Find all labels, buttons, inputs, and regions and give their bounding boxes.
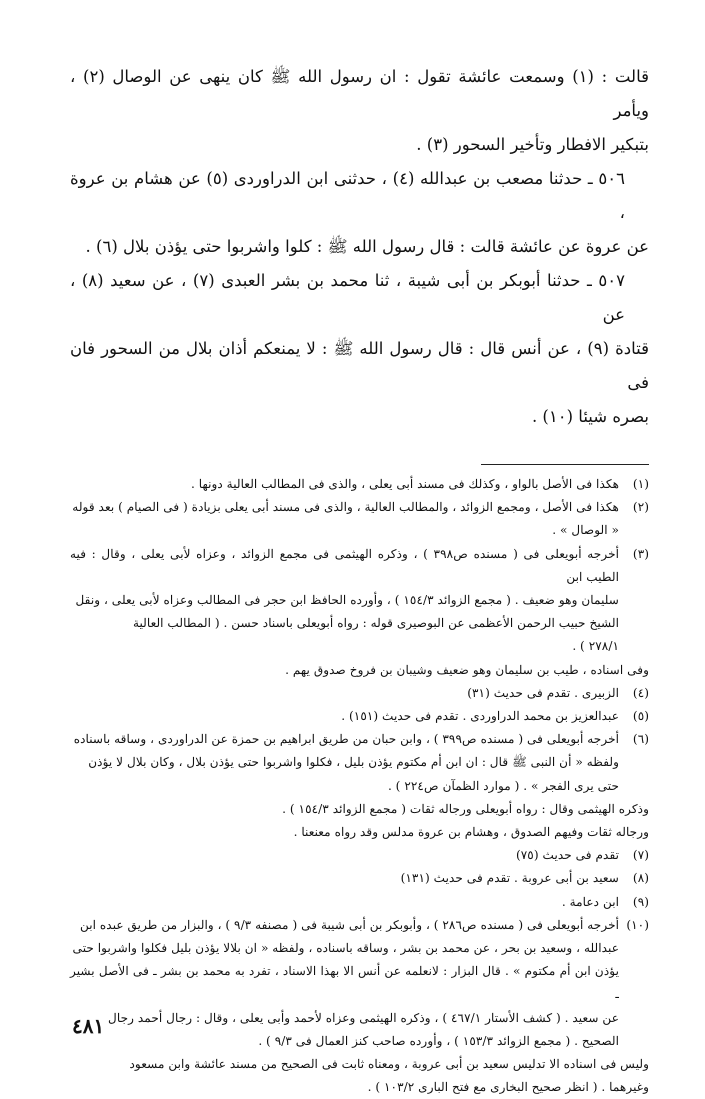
main-text xyxy=(70,60,649,434)
footnote-continuation: وذكره الهيثمى وقال : رواه أبويعلى ورجاله ثقات ( مجمع الزوائد ١٥٤/٣ ) . xyxy=(282,801,649,816)
footnote-line: عبدالعزيز بن محمد الدراوردى . تقدم فى حديث (١٥١) . xyxy=(341,709,619,724)
main-line: قالت : (١) وسمعت عائشة تقول : ان رسول الله ﷺ كان ينهى عن الوصال (٢) ، ويأمر xyxy=(70,67,649,120)
footnote xyxy=(70,914,649,1053)
main-line: ٥٠٦ ـ حدثنا مصعب بن عبدالله (٤) ، حدثنى ابن الدراوردى (٥) عن هشام بن عروة ، xyxy=(70,169,625,222)
footnote xyxy=(70,543,649,659)
page xyxy=(70,60,649,1098)
footnote-line: ٢٧٨/١ ) . xyxy=(572,639,619,654)
main-line: بتبكير الافطار وتأخير السحور (٣) . xyxy=(416,135,649,154)
footnote xyxy=(70,867,649,890)
footnote-line: سليمان وهو ضعيف . ( مجمع الزوائد ١٥٤/٣ ) ، وأورده الحافظ ابن حجر فى المطالب وعزاه لأبى يعلى ، ونقل xyxy=(75,593,619,608)
footnotes xyxy=(70,473,649,1099)
footnote-line: عن سعيد . ( كشف الأستار ٤٦٧/١ ) ، وذكره الهيثمى وعزاه لأحمد وأبى يعلى ، وقال : رجال أحمد رجال xyxy=(108,1010,619,1025)
footnote-number: (٨) xyxy=(632,871,649,886)
footnote-continuation: وفى اسناده ، طيب بن سليمان وهو ضعيف وشيبان بن فروخ صدوق يهم . xyxy=(285,662,649,677)
footnote-number: (٣) xyxy=(632,546,649,561)
footnote-number: (١٠) xyxy=(626,917,649,932)
main-line: بصره شيئا (١٠) . xyxy=(531,407,649,426)
main-line: عن عروة عن عائشة قالت : قال رسول الله ﷺ : كلوا واشربوا حتى يؤذن بلال (٦) . xyxy=(85,237,649,256)
footnote-line: أخرجه أبويعلى فى ( مسنده ص٣٩٨ ) ، وذكره الهيثمى فى مجمع الزوائد ، وعزاه لأبى يعلى ، وقال : فيه الطيب ابن xyxy=(70,546,619,584)
footnote-number: (١) xyxy=(632,477,649,491)
footnote-line: أخرجه أبويعلى فى ( مسنده ص٢٨٦ ) ، وأبوبكر بن أبى شيبة فى ( مصنفه ٩/٣ ) ، والبزار من طريق عبده ابن xyxy=(79,917,619,932)
footnote-line: هكذا فى الأصل ، ومجمع الزوائد ، والمطالب العالية ، والذى فى مسند أبى يعلى بزيادة ( فى الصيام ) بعد قوله xyxy=(72,500,619,515)
footnote-line: ابن دعامة . xyxy=(561,894,619,909)
footnote-continuation: وغيرهما . ( انظر صحيح البخارى مع فتح البارى ١٠٣/٢ ) . xyxy=(367,1080,649,1095)
footnote-separator xyxy=(481,464,649,465)
main-line: قتادة (٩) ، عن أنس قال : قال رسول الله ﷺ : لا يمنعكم أذان بلال من السحور فان فى xyxy=(70,339,649,392)
footnote-continuation: ورجاله ثقات وفيهم الصدوق ، وهشام بن عروة مدلس وقد رواه معنعنا . xyxy=(293,825,649,840)
footnote xyxy=(70,496,649,542)
footnote-line: « الوصال » . xyxy=(552,523,619,538)
footnote-line: ولفظه « أن النبى ﷺ قال : ان ابن أم مكتوم يؤذن بليل ، فكلوا واشربوا حتى يؤذن بلال ، وكان بلال لا يؤذن xyxy=(88,755,619,770)
main-line: ٥٠٧ ـ حدثنا أبوبكر بن أبى شيبة ، ثنا محمد بن بشر العبدى (٧) ، عن سعيد (٨) ، عن xyxy=(70,271,625,324)
footnote xyxy=(70,473,649,496)
footnote-number: (٤) xyxy=(632,685,649,700)
footnote xyxy=(70,891,649,914)
footnote-number: (٦) xyxy=(632,732,649,747)
footnote-number: (٥) xyxy=(632,709,649,724)
footnote-line: الشيخ حبيب الرحمن الأعظمى عن البوصيرى قوله : رواه أبويعلى باسناد حسن . ( المطالب العالية xyxy=(132,616,619,631)
footnote-line: سعيد بن أبى عروبة . تقدم فى حديث (١٣١) xyxy=(400,871,619,886)
footnote-line: الزبيرى . تقدم فى حديث (٣١) xyxy=(467,685,619,700)
footnote-line: يؤذن ابن أم مكتوم » . قال البزار : لانعلمه عن أنس الا بهذا الاسناد ، تفرد به محمد بن بشر ـ فى الأصل بشير ـ xyxy=(70,964,619,1002)
footnote-line: عبدالله ، وسعيد بن بحر ، عن محمد بن بشر ، وساقه باسناده ، ولفظه « ان بلالا يؤذن بليل فكلوا واشربوا حتى xyxy=(72,941,619,956)
footnote-number: (٢) xyxy=(632,500,649,515)
footnote-line: حتى يرى الفجر » . ( موارد الظمآن ص٢٢٤ ) . xyxy=(387,778,619,793)
footnote-number: (٧) xyxy=(632,848,649,863)
footnote xyxy=(70,844,649,867)
footnote-line: الصحيح . ( مجمع الزوائد ١٥٣/٣ ) ، وأورده صاحب كنز العمال فى ٩/٣ ) . xyxy=(258,1033,619,1048)
footnote-number: (٩) xyxy=(632,894,649,909)
footnote-line: تقدم فى حديث (٧٥) xyxy=(515,848,619,863)
footnote xyxy=(70,728,649,798)
footnote-separator-wrap xyxy=(70,456,649,465)
page-number: ٤٨١ xyxy=(72,1014,105,1038)
footnote xyxy=(70,682,649,705)
footnote-line: هكذا فى الأصل بالواو ، وكذلك فى مسند أبى يعلى ، والذى فى المطالب العالية دونها . xyxy=(191,477,619,491)
footnote-continuation: وليس فى اسناده الا تدليس سعيد بن أبى عروبة ، ومعناه ثابت فى الصحيح من مسند عائشة وابن مسعود xyxy=(129,1057,649,1072)
footnote xyxy=(70,705,649,728)
footnote-line: أخرجه أبويعلى فى ( مسنده ص٣٩٩ ) ، وابن حبان من طريق ابراهيم بن حمزة عن الدراوردى ، وساقه باسناده xyxy=(73,732,619,747)
